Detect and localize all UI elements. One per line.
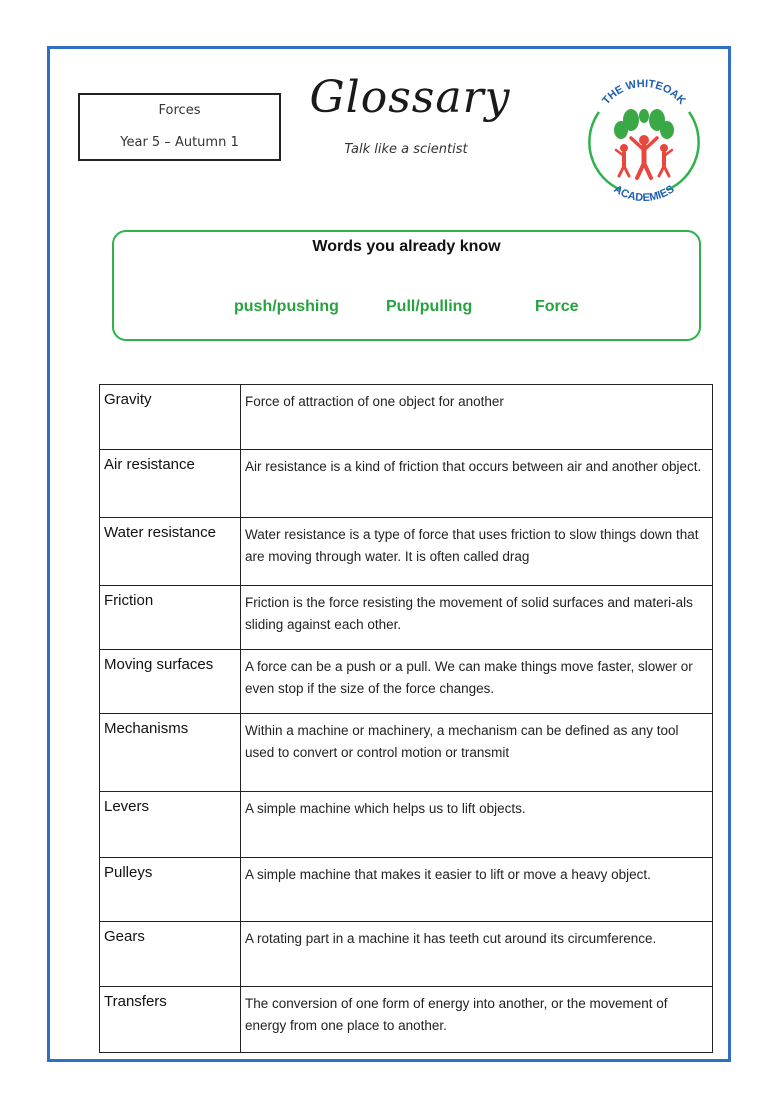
known-words-box [112, 230, 701, 341]
glossary-definition: A simple machine that makes it easier to lift or move a heavy object. [241, 858, 713, 922]
oak-leaves-icon [614, 109, 674, 139]
glossary-definition: Water resistance is a type of force that uses friction to slow things down that are moving through water. It is often called drag [241, 518, 713, 586]
glossary-term: Gravity [100, 385, 241, 450]
logo-top-text: THE WHITEOAK [600, 77, 688, 107]
glossary-definition: Force of attraction of one object for another [241, 385, 713, 450]
glossary-definition: The conversion of one form of energy into another, or the movement of energy from one place to another. [241, 987, 713, 1053]
known-words-heading: Words you already know [312, 238, 501, 255]
topic-box [78, 93, 281, 161]
glossary-table [99, 384, 713, 1053]
school-logo [579, 72, 709, 212]
logo-bottom-text: ACADEMIES [611, 183, 677, 205]
glossary-term: Levers [100, 792, 241, 858]
glossary-term: Transfers [100, 987, 241, 1053]
glossary-definition: A force can be a push or a pull. We can make things move faster, slower or even stop if the size of the force changes. [241, 650, 713, 714]
known-word-force: Force [535, 298, 579, 315]
glossary-term: Water resistance [100, 518, 241, 586]
glossary-row [100, 385, 713, 450]
glossary-term: Pulleys [100, 858, 241, 922]
glossary-row [100, 450, 713, 518]
glossary-definition: Within a machine or machinery, a mechanism can be defined as any tool used to convert or control motion or transmit [241, 714, 713, 792]
glossary-row [100, 858, 713, 922]
year-term-label: Year 5 – Autumn 1 [120, 135, 239, 150]
glossary-definition: A rotating part in a machine it has teeth cut around its circumference. [241, 922, 713, 987]
glossary-term: Friction [100, 586, 241, 650]
glossary-row [100, 792, 713, 858]
glossary-row [100, 586, 713, 650]
glossary-row [100, 922, 713, 987]
glossary-term: Mechanisms [100, 714, 241, 792]
glossary-row [100, 714, 713, 792]
glossary-definition: Air resistance is a kind of friction that occurs between air and another object. [241, 450, 713, 518]
page-subtitle: Talk like a scientist [344, 142, 468, 157]
glossary-definition: Friction is the force resisting the movement of solid surfaces and materi-als sliding against each other. [241, 586, 713, 650]
glossary-row [100, 518, 713, 586]
glossary-row [100, 650, 713, 714]
known-word-push: push/pushing [234, 298, 339, 315]
topic-label: Forces [158, 103, 201, 118]
known-word-pull: Pull/pulling [386, 298, 473, 315]
glossary-definition: A simple machine which helps us to lift objects. [241, 792, 713, 858]
glossary-row [100, 987, 713, 1053]
page-title: Glossary [309, 72, 511, 123]
glossary-term: Gears [100, 922, 241, 987]
people-figures-icon [616, 135, 672, 178]
glossary-term: Air resistance [100, 450, 241, 518]
glossary-term: Moving surfaces [100, 650, 241, 714]
